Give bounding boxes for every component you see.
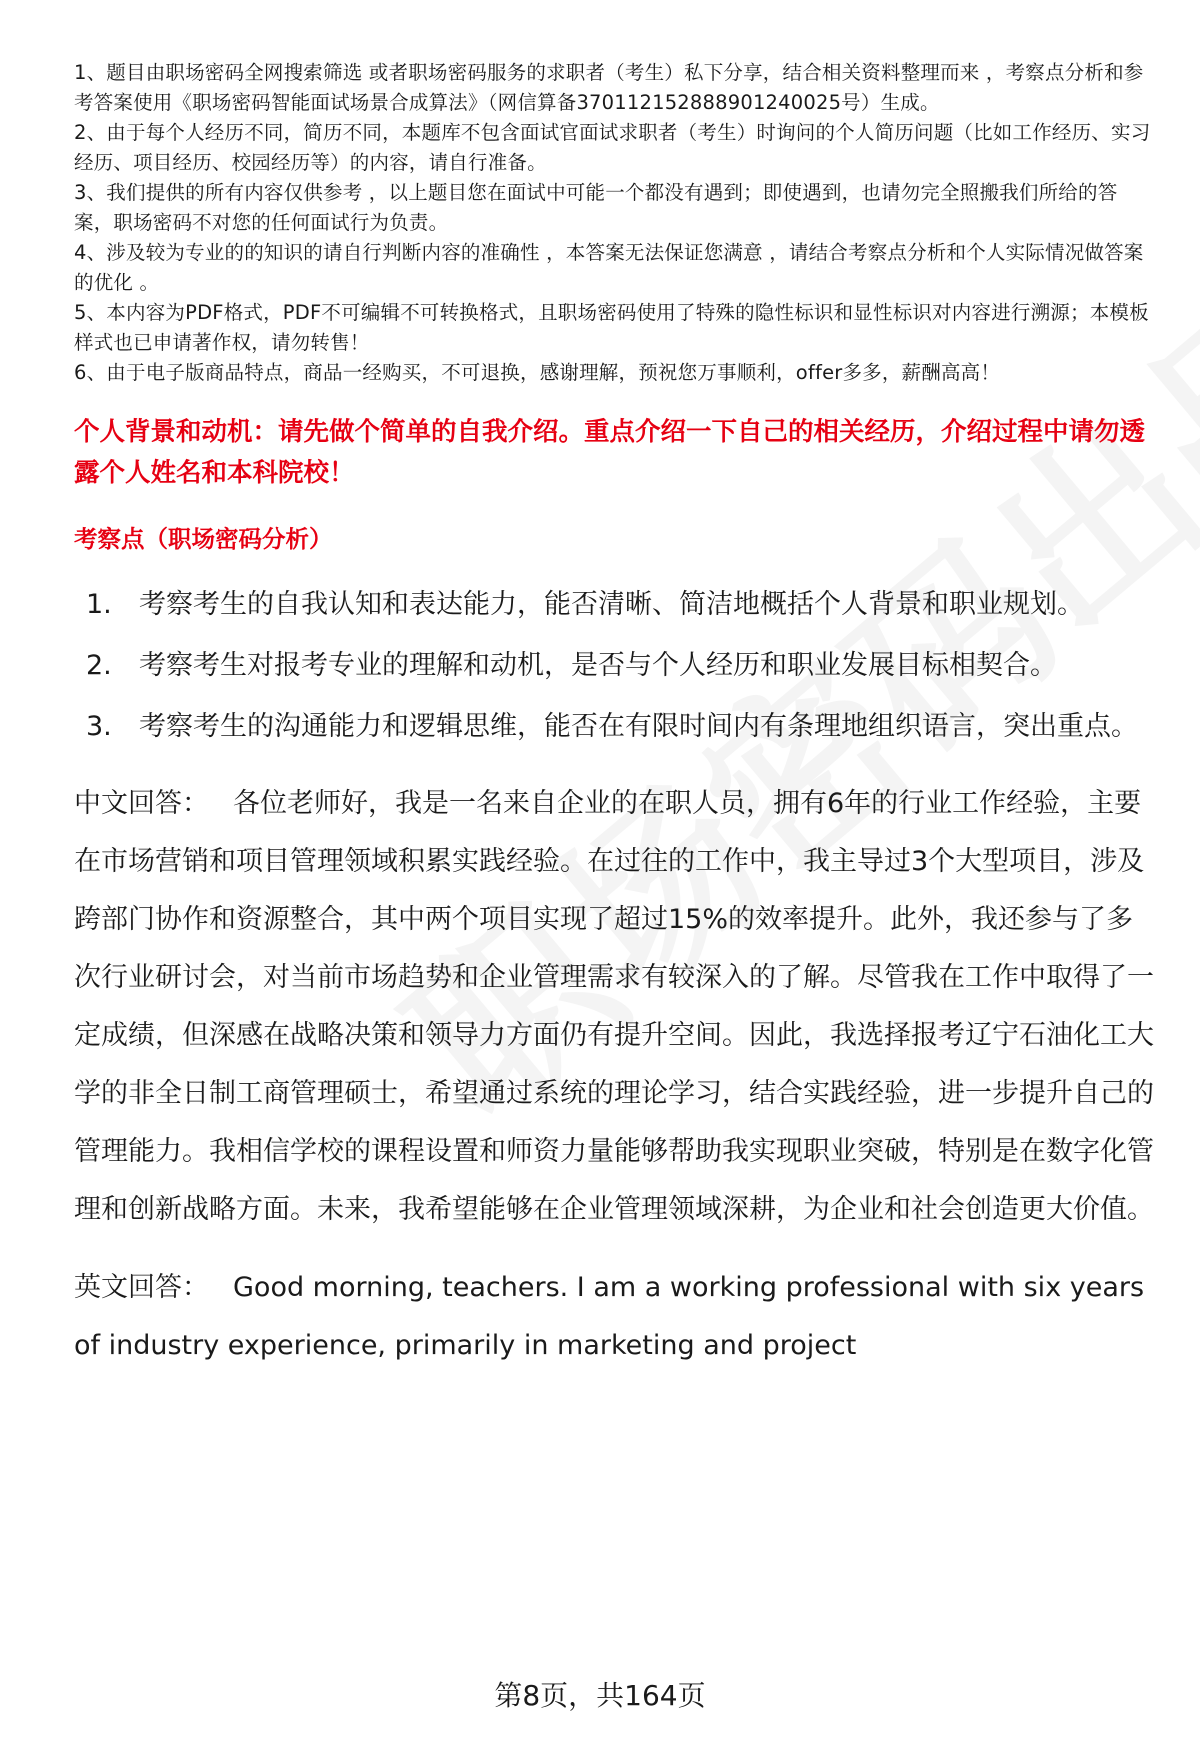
notice-item: 6、由于电子版商品特点，商品一经购买，不可退换，感谢理解，预祝您万事顺利，offer多多，薪酬高高！	[74, 361, 1001, 384]
list-number: 2.	[86, 650, 112, 681]
list-text: 考察考生的自我认知和表达能力，能否清晰、简洁地概括个人背景和职业规划。	[139, 589, 1084, 620]
list-text: 考察考生的沟通能力和逻辑思维，能否在有限时间内有条理地组织语言，突出重点。	[139, 711, 1138, 742]
answer-text: 各位老师好，我是一名来自企业的在职人员，拥有6年的行业工作经验，主要在市场营销和项目管理领域积累实践经验。在过往的工作中，我主导过3个大型项目，涉及跨部门协作和资源整合，其中两个项目实现了超过15%的效率提升。此外，我还参与了多次行业研讨会，对当前市场趋势和企业管理需求有较深入的了解。尽管我在工作中取得了一定成绩，但深感在战略决策和领导力方面仍有提升空间。因此，我选择报考辽宁石油化工大学的非全日制工商管理硕士，希望通过系统的理论学习，结合实践经验，进一步提升自己的管理能力。我相信学校的课程设置和师资力量能够帮助我实现职业突破，特别是在数字化管理和创新战略方面。未来，我希望能够在企业管理领域深耕，为企业和社会创造更大价值。	[74, 788, 1154, 1225]
list-item	[74, 696, 1154, 757]
notice-item: 2、由于每个人经历不同，简历不同，本题库不包含面试官面试求职者（考生）时询问的个人简历问题（比如工作经历、实习经历、项目经历、校园经历等）的内容，请自行准备。	[74, 121, 1151, 174]
notice-item: 1、题目由职场密码全网搜索筛选 或者职场密码服务的求职者（考生）私下分享，结合相关资料整理而来 ，考察点分析和参考答案使用《职场密码智能面试场景合成算法》（网信算备370112152888901240025号）生成。	[74, 61, 1144, 114]
answer-label: 英文回答：	[74, 1272, 209, 1303]
list-number: 1.	[86, 589, 112, 620]
notice-block	[74, 58, 1154, 388]
list-number: 3.	[86, 711, 112, 742]
page-footer: 第8页，共164页	[494, 1679, 706, 1712]
answer-text: Good morning, teachers. I am a working professional with six years of industry experience, primarily in marketing and project	[74, 1272, 1145, 1361]
list-text: 考察考生对报考专业的理解和动机，是否与个人经历和职业发展目标相契合。	[139, 650, 1057, 681]
page-content	[74, 58, 1154, 1375]
notice-item: 3、我们提供的所有内容仅供参考 ，以上题目您在面试中可能一个都没有遇到；即使遇到，也请勿完全照搬我们所给的答案，职场密码不对您的任何面试行为负责。	[74, 181, 1118, 234]
list-item	[74, 574, 1154, 635]
list-item	[74, 635, 1154, 696]
notice-item: 4、涉及较为专业的的知识的请自行判断内容的准确性 ，本答案无法保证您满意 ，请结合考察点分析和个人实际情况做答案的优化 。	[74, 241, 1144, 294]
answer-label: 中文回答：	[74, 788, 209, 819]
analysis-heading: 考察点（职场密码分析）	[74, 525, 333, 553]
answer-english	[74, 1259, 1154, 1375]
analysis-points	[74, 574, 1154, 757]
question-heading: 个人背景和动机：请先做个简单的自我介绍。重点介绍一下自己的相关经历，介绍过程中请勿透露个人姓名和本科院校！	[74, 417, 1146, 488]
answer-chinese	[74, 775, 1154, 1239]
notice-item: 5、本内容为PDF格式，PDF不可编辑不可转换格式，且职场密码使用了特殊的隐性标识和显性标识对内容进行溯源；本模板样式也已申请著作权，请勿转售！	[74, 301, 1149, 354]
